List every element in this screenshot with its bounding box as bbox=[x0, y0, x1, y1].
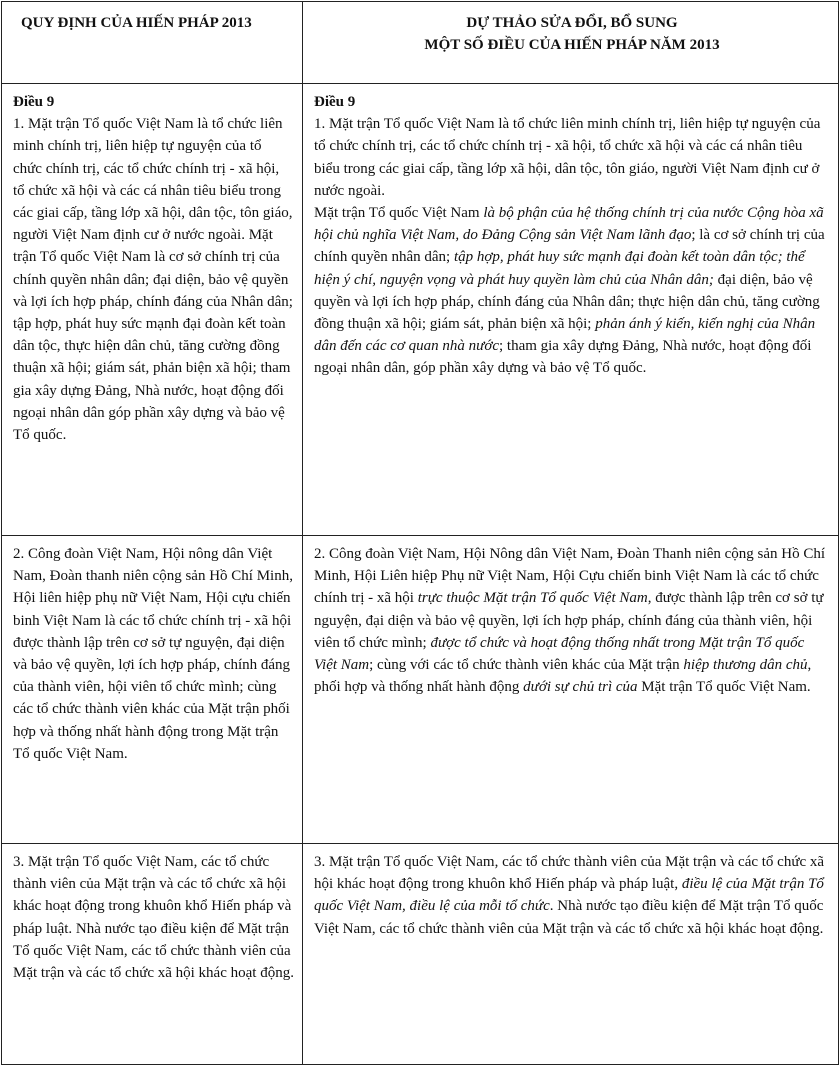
draft-amendment-text: là bộ phận của hệ thống chính trị của nước Cộng hòa xã hội chủ nghĩa Việt Nam, do Đảng Cộng sản Việt Nam lãnh đạo bbox=[314, 205, 824, 244]
draft-text: Mặt trận Tổ quốc Việt Nam bbox=[314, 205, 484, 222]
draft-text: ; tham gia xây dựng Đảng, Nhà nước, hoạt động đối ngoại nhân dân, góp phần xây dựng và bảo vệ Tổ quốc. bbox=[314, 338, 812, 377]
header-left-cell bbox=[2, 2, 303, 84]
clause-1-draft-paragraph-2 bbox=[314, 202, 830, 380]
draft-text: ; là cơ sở chính trị của chính quyền nhân dân; bbox=[314, 227, 825, 266]
draft-amendment-text: trực thuộc Mặt trận Tổ quốc Việt Nam bbox=[417, 590, 648, 607]
article-9-clause-2-row bbox=[2, 536, 839, 844]
clause-1-current-cell bbox=[2, 84, 303, 536]
draft-text: ; cùng với các tổ chức thành viên khác của Mặt trận bbox=[369, 657, 684, 674]
article-title-left: Điều 9 bbox=[13, 94, 55, 110]
draft-amendment-text: tập hợp, phát huy sức mạnh đại đoàn kết toàn dân tộc; thể hiện ý chí, nguyện vọng và phát huy quyền làm chủ của Nhân dân; bbox=[314, 249, 805, 288]
clause-1-current-text: 1. Mặt trận Tổ quốc Việt Nam là tổ chức liên minh chính trị, liên hiệp tự nguyện của tổ chức chính trị, các tổ chức chính trị - xã hội, tổ chức xã hội và các cá nhân tiêu biểu trong các giai cấp, tầng lớp xã hội, dân tộc, tôn giáo, người Việt Nam định cư ở nước ngoài. Mặt trận Tổ quốc Việt Nam là cơ sở chính trị của chính quyền nhân dân; đại diện, bảo vệ quyền và lợi ích hợp pháp, chính đáng của Nhân dân; tập hợp, phát huy sức mạnh đại đoàn kết toàn dân tộc, thực hiện dân chủ, tăng cường đồng thuận xã hội; giám sát, phản biện xã hội; tham gia xây dựng Đảng, Nhà nước, hoạt động đối ngoại nhân dân góp phần xây dựng và bảo vệ Tổ quốc. bbox=[13, 116, 293, 444]
draft-text: Mặt trận Tổ quốc Việt Nam. bbox=[637, 679, 811, 696]
clause-1-draft-cell bbox=[303, 84, 839, 536]
draft-amendment-text: phản ánh ý kiến, kiến nghị của Nhân dân đến các cơ quan nhà nước bbox=[314, 316, 816, 355]
clause-3-current-text: 3. Mặt trận Tổ quốc Việt Nam, các tổ chức thành viên của Mặt trận và các tổ chức xã hội khác hoạt động trong khuôn khổ Hiến pháp và pháp luật. Nhà nước tạo điều kiện để Mặt trận Tổ quốc Việt Nam, các tổ chức thành viên của Mặt trận và các tổ chức xã hội khác hoạt động. bbox=[13, 854, 294, 982]
header-right-title-line1: DỰ THẢO SỬA ĐỔI, BỔ SUNG bbox=[466, 15, 678, 31]
clause-3-draft-cell bbox=[303, 844, 839, 1065]
draft-text: đại diện, bảo vệ quyền và lợi ích hợp pháp, chính đáng của Nhân dân; thực hiện dân chủ, tăng cường đồng thuận xã hội; giám sát, phản biện xã hội; bbox=[314, 271, 820, 333]
clause-1-draft-paragraph-1: 1. Mặt trận Tổ quốc Việt Nam là tổ chức liên minh chính trị, liên hiệp tự nguyện của tổ chức chính trị, các tổ chức chính trị - xã hội, tổ chức xã hội và các cá nhân tiêu biểu trong các giai cấp, tầng lớp xã hội, dân tộc, tôn giáo, người Việt Nam định cư ở nước ngoài. bbox=[314, 116, 821, 199]
header-row bbox=[2, 2, 839, 84]
draft-amendment-text: hiệp thương dân chủ bbox=[683, 657, 808, 674]
draft-amendment-text: dưới sự chủ trì của bbox=[523, 679, 638, 696]
header-right-cell bbox=[303, 2, 839, 84]
draft-text: 3. Mặt trận Tổ quốc Việt Nam, các tổ chức thành viên của Mặt trận và các tổ chức xã hội khác hoạt động trong khuôn khổ Hiến pháp và pháp luật, bbox=[314, 854, 825, 893]
comparison-table bbox=[1, 1, 839, 1065]
header-left-title: QUY ĐỊNH CỦA HIẾN PHÁP 2013 bbox=[21, 15, 252, 31]
clause-3-draft-text bbox=[314, 851, 830, 940]
header-right-title-line2: MỘT SỐ ĐIỀU CỦA HIẾN PHÁP NĂM 2013 bbox=[424, 37, 720, 53]
clause-3-current-cell bbox=[2, 844, 303, 1065]
article-9-clause-1-row bbox=[2, 84, 839, 536]
draft-amendment-text: được tổ chức và hoạt động thống nhất trong Mặt trận Tổ quốc Việt Nam bbox=[314, 634, 805, 674]
clause-2-draft-text bbox=[314, 543, 830, 698]
draft-text: . Nhà nước tạo điều kiện để Mặt trận Tổ quốc Việt Nam, các tổ chức thành viên của Mặt trận và các tổ chức xã hội khác hoạt động. bbox=[314, 898, 824, 937]
clause-2-current-text: 2. Công đoàn Việt Nam, Hội nông dân Việt Nam, Đoàn thanh niên cộng sản Hồ Chí Minh, Hội liên hiệp phụ nữ Việt Nam, Hội cựu chiến binh Việt Nam là các tổ chức chính trị - xã hội được thành lập trên cơ sở tự nguyện, đại diện và bảo vệ quyền, lợi ích hợp pháp, chính đáng của thành viên, hội viên tổ chức mình; cùng các tổ chức thành viên khác của Mặt trận phối hợp và thống nhất hành động trong Mặt trận Tổ quốc Việt Nam. bbox=[13, 546, 293, 762]
draft-text: , phối hợp và thống nhất hành động bbox=[314, 657, 812, 696]
clause-2-current-cell bbox=[2, 536, 303, 844]
draft-amendment-text: điều lệ của Mặt trận Tổ quốc Việt Nam, điều lệ của mỗi tổ chức bbox=[314, 876, 824, 915]
clause-2-draft-cell bbox=[303, 536, 839, 844]
article-title-right: Điều 9 bbox=[314, 94, 356, 110]
draft-text: , được thành lập trên cơ sở tự nguyện, đại diện và bảo vệ quyền, lợi ích hợp pháp, chính đáng của thành viên, hội viên tổ chức mình; bbox=[314, 590, 824, 651]
draft-text: 2. Công đoàn Việt Nam, Hội Nông dân Việt Nam, Đoàn Thanh niên cộng sản Hồ Chí Minh, Hội Liên hiệp Phụ nữ Việt Nam, Hội Cựu chiến binh Việt Nam là các tổ chức chính trị - xã hội bbox=[314, 546, 826, 607]
article-9-clause-3-row bbox=[2, 844, 839, 1065]
